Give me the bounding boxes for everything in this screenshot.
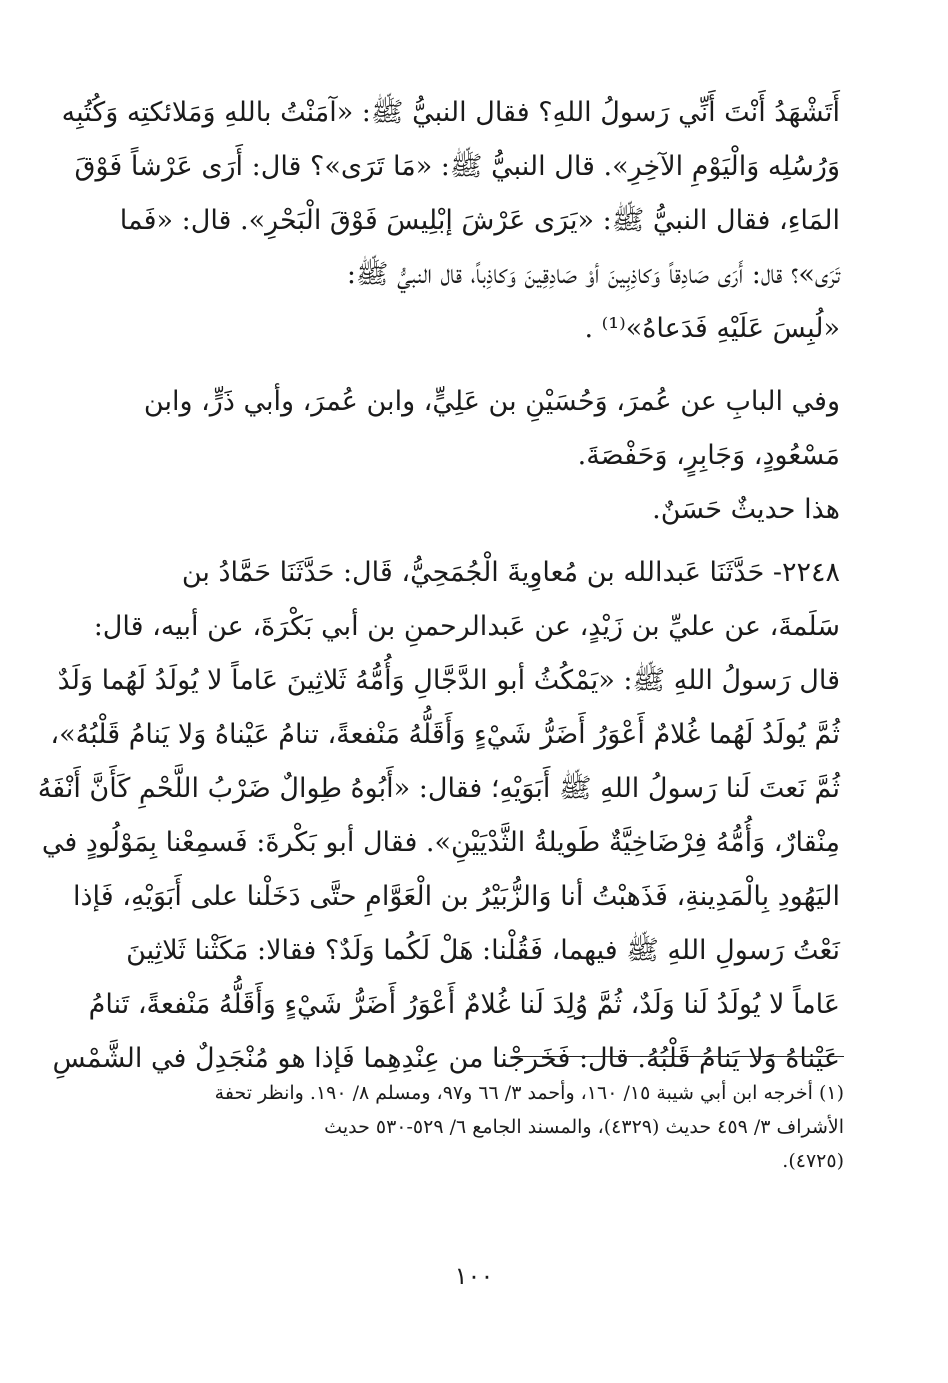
chapter-references-paragraph [118,375,840,483]
text-line: سَلَمةَ، عن عليِّ بن زَيْدٍ، عن عَبدالرحمنِ بن أبي بَكْرَةَ، عن أبيه، قال: [93,611,840,642]
text-line: مَسْعُودٍ، وَجَابِرٍ، وَحَفْصَةَ. [577,440,840,471]
text-line: هذا حديثٌ حَسَنٌ. [652,494,840,525]
hadith-grading-paragraph [118,483,840,537]
hadith-continuation-paragraph [61,86,840,356]
footnote-line: الأشراف ٣/ ٤٥٩ حديث (٤٣٢٩)، والمسند الجامع ٦/ ٥٢٩-٥٣٠ حديث [324,1116,844,1138]
text-line: عَيْناهُ وَلا يَنامُ قَلْبُهُ. قال: فَخَرجْنا من عِنْدِهِما فَإذا هو مُنْجَدِلٌ في الشَّمْسِ [52,1043,840,1074]
text-line: مِنْقارٌ، وَأُمُّهُ فِرْضَاخِيَّةٌ طَويلةُ الثَّدْيَيْنِ». فقال أبو بَكْرةَ: فَسمِعْنا بِمَوْلُودٍ في [41,827,840,858]
footnote [118,1076,844,1178]
text-line: عَاماً لا يُولَدُ لَنا وَلَدٌ، ثُمَّ وُلِدَ لَنا غُلامٌ أَعْوَرُ أَضَرُّ شَيْءٍ وَأَقَلُّهُ مَنْفعةً، تَنامُ [88,989,840,1020]
text-line: ٢٢٤٨- حَدَّثَنَا عَبدالله بن مُعاوِيةَ الْجُمَحِيُّ، قَال: حَدَّثَنَا حَمَّادُ بن [181,557,840,588]
text-line: نَعْتُ رَسولِ اللهِ ﷺ فيهما، فَقُلْنا: هَلْ لَكُما وَلَدٌ؟ فقالا: مَكَثْنا ثَلاثِينَ [126,935,840,966]
footnote-line: (٤٧٢٥). [782,1150,844,1172]
page-number: ١٠٠ [454,1262,494,1290]
footnote-separator [514,1056,844,1057]
text-line: أَتَشْهَدُ أَنْتَ أَنِّي رَسولُ اللهِ؟ فقال النبيُّ ﷺ: «آمَنْتُ باللهِ وَمَلائكتِه وَكُتُبِه [61,97,840,128]
text-line: وَرُسُلِه وَالْيَوْمِ الآخِرِ». قال النبيُّ ﷺ: «مَا تَرَى»؟ قال: أَرَى عَرْشاً فَوْقَ [74,151,840,182]
text-line: «لُبِسَ عَلَيْهِ فَدَعاهُ»⁽¹⁾ . [584,313,840,344]
footnote-line: (١) أخرجه ابن أبي شيبة ١٥/ ١٦٠، وأحمد ٣/ ٦٦ و٩٧، ومسلم ٨/ ١٩٠. وانظر تحفة [214,1082,844,1104]
text-line: وفي البابِ عن عُمرَ، وَحُسَيْنِ بن عَلِيٍّ، وابن عُمرَ، وأبي ذَرٍّ، وابن [143,386,840,417]
text-line: تَرَى»؟ قال: أَرَى صَادِقاً وَكاذِبِينَ أوْ صَادِقِينَ وَكاذِباً، قال النبيُّ ﷺ: [346,259,840,290]
text-line: ثُمَّ نَعتَ لَنا رَسولُ اللهِ ﷺ أَبَوَيْهِ؛ فقال: «أَبُوهُ طِوالٌ ضَرْبُ اللَّحْمِ كَأَنَّ أَنْفَهُ [37,773,840,804]
text-line: اليَهُودِ بِالْمَدِينةِ، فَذَهبْتُ أنا وَالزُّبَيْرُ بن الْعَوَّامِ حتَّى دَخَلْنا على أَبَوَيْهِ، فَإذا [73,881,840,912]
text-line: المَاءِ، فقال النبيُّ ﷺ: «يَرَى عَرْشَ إبْلِيسَ فَوْقَ الْبَحْرِ». قال: «فَما [119,205,840,236]
text-line: قال رَسولُ اللهِ ﷺ: «يَمْكُثُ أبو الدَّجَّالِ وَأُمُّهُ ثَلاثِينَ عَاماً لا يُولَدُ لَهُما وَلَدٌ [57,665,840,696]
hadith-2248-paragraph [37,546,840,1086]
text-line: ثُمَّ يُولَدُ لَهُما غُلامٌ أَعْوَرُ أَضَرُّ شَيْءٍ وَأَقَلُّهُ مَنْفعةً، تنامُ عَيْناهُ وَلا يَنامُ قَلْبُهُ»، [50,719,840,750]
